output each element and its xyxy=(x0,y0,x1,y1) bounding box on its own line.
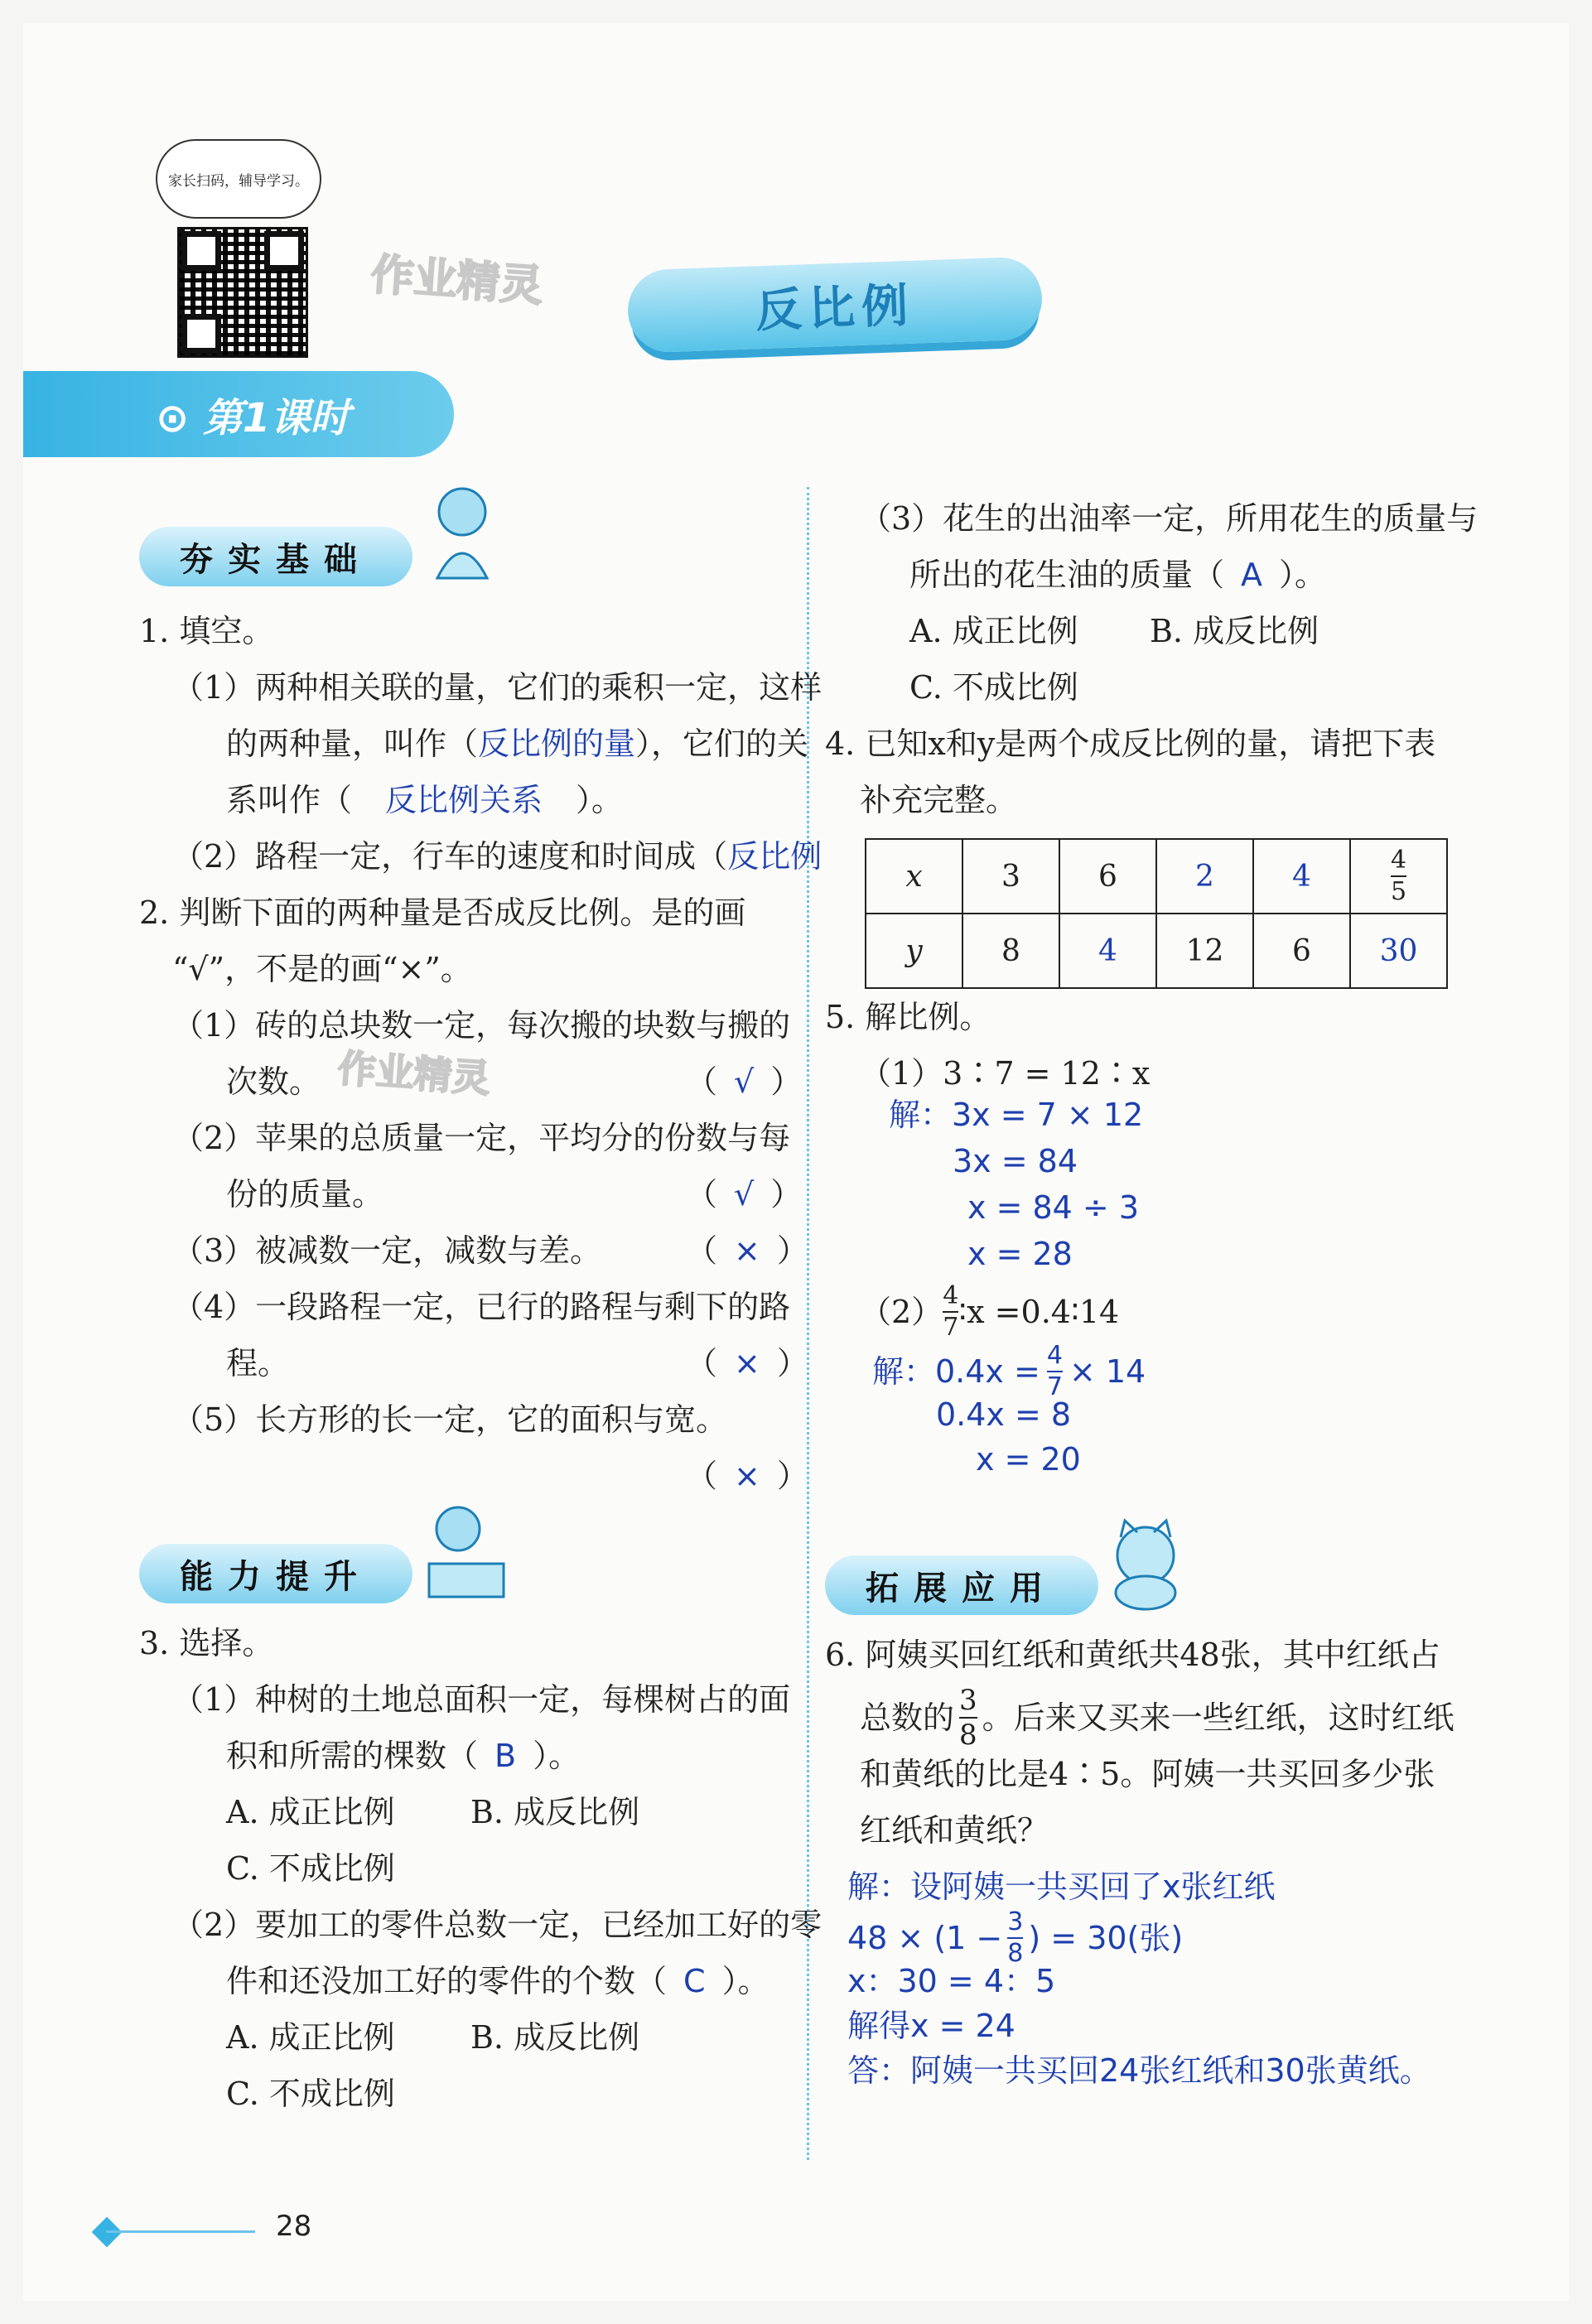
table-cell xyxy=(1350,839,1447,914)
q1-p1-line2: 的两种量，叫作（反比例的量），它们的关 xyxy=(226,726,809,762)
table-cell: 4 xyxy=(1253,839,1350,914)
table-cell: x xyxy=(866,839,962,914)
watermark: 作业精灵 xyxy=(336,1045,492,1102)
table-cell: 8 xyxy=(962,914,1059,988)
q5-p2-step2: 0.4x = 8 xyxy=(936,1396,1072,1433)
q6-step2: 48 × (1 − $\frac{3}{8}$ ) = 30(张) xyxy=(847,1907,1184,1968)
answer: 反比例关系 xyxy=(385,782,543,818)
q3-p1-optC: C. 不成比例 xyxy=(226,1850,395,1887)
fraction: $\frac{4}{7}$ xyxy=(943,1281,959,1342)
q6-step3: x：30 = 4：5 xyxy=(847,1963,1056,1999)
q3-p2-optB: B. 成反比例 xyxy=(470,2019,640,2056)
q2-i1-l1: （1）砖的总块数一定，每次搬的块数与搬的 xyxy=(172,1007,791,1044)
table-row xyxy=(866,839,1447,914)
q2-i4-l1: （4）一段路程一定，已行的路程与剩下的路 xyxy=(172,1289,791,1325)
q6-step1: 解：设阿姨一共买回了x张红纸 xyxy=(847,1868,1276,1905)
q3-p3-optC: C. 不成比例 xyxy=(909,669,1078,706)
q2-i1-l2: 次数。 xyxy=(226,1063,321,1100)
fraction: $\frac{4}{7}$ xyxy=(1046,1341,1063,1401)
table-cell: 12 xyxy=(1156,914,1253,988)
q3-p1-l2: 积和所需的棵数（ B ）。 xyxy=(226,1738,581,1774)
answer: 反比例 xyxy=(727,838,823,875)
section-ability: 能力提升 xyxy=(139,1544,412,1603)
student-writing-icon xyxy=(412,1497,512,1605)
page-number: 28 xyxy=(276,2210,312,2243)
q6-line4: 红纸和黄纸？ xyxy=(860,1812,1049,1849)
lesson-banner xyxy=(23,371,454,457)
q2-i3-l1: （3）被减数一定，减数与差。 xyxy=(172,1232,602,1269)
q3-stem: 3. 选择。 xyxy=(139,1625,274,1661)
q3-p3-l1: （3）花生的出油率一定，所用花生的质量与 xyxy=(860,500,1479,537)
q5-p1-step4: x = 28 xyxy=(967,1236,1073,1272)
q5-p1-step1: 解：3x = 7 × 12 xyxy=(889,1097,1144,1133)
q3-p3-optA: A. 成正比例 xyxy=(909,613,1078,649)
table-cell: 4 xyxy=(1059,914,1156,988)
answer: 反比例的量 xyxy=(478,726,636,762)
q2-i4-l2: 程。 xyxy=(226,1345,290,1381)
answer: B xyxy=(494,1738,517,1774)
q4-stem-1: 4. 已知x和y是两个成反比例的量，请把下表 xyxy=(825,726,1436,762)
q3-p1-optA: A. 成正比例 xyxy=(226,1794,395,1830)
q2-i2-answer: （ √ ） xyxy=(686,1176,803,1213)
q2-i1-answer: （ √ ） xyxy=(686,1063,803,1100)
student-girl-icon xyxy=(412,479,504,586)
q1-p1-line3: 系叫作（ 反比例关系 ）。 xyxy=(226,782,624,818)
watermark: 作业精灵 xyxy=(369,249,545,312)
q6-line2: 总数的 $\frac{3}{8}$ 。后来又买来一些红纸，这时红纸 xyxy=(860,1684,1455,1752)
speech-bubble: 家长扫码，辅导学习。 xyxy=(156,139,321,219)
worksheet-page xyxy=(23,23,1569,2301)
fraction: $\frac{3}{8}$ xyxy=(959,1684,977,1752)
q3-p3-optB: B. 成反比例 xyxy=(1150,613,1319,649)
q6-line3: 和黄纸的比是4∶5。阿姨一共买回多少张 xyxy=(860,1756,1435,1792)
q2-i4-answer: （ × ） xyxy=(686,1345,808,1381)
q5-stem: 5. 解比例。 xyxy=(825,999,991,1035)
section-extend: 拓展应用 xyxy=(825,1555,1098,1615)
q2-stem-1: 2. 判断下面的两种量是否成反比例。是的画 xyxy=(139,894,746,931)
q5-p2-step3: x = 20 xyxy=(976,1441,1081,1478)
fraction: $\frac{4}{5}$ xyxy=(1390,846,1407,906)
q3-p2-l2: 件和还没加工好的零件的个数（ C ）。 xyxy=(226,1963,769,1999)
q5-p1-step2: 3x = 84 xyxy=(953,1143,1078,1179)
table-cell: 30 xyxy=(1350,914,1447,988)
table-row xyxy=(866,914,1447,988)
q2-i2-l1: （2）苹果的总质量一定，平均分的份数与每 xyxy=(172,1120,791,1156)
q3-p2-optC: C. 不成比例 xyxy=(226,2076,395,2112)
q5-p2: （2） $\frac{4}{7}$ ∶x =0.4∶14 xyxy=(860,1281,1120,1342)
q2-i5-l1: （5）长方形的长一定，它的面积与宽。 xyxy=(172,1401,728,1438)
q3-p3-l2: 所出的花生油的质量（ A ）。 xyxy=(909,557,1327,593)
q3-p1-optB: B. 成反比例 xyxy=(470,1794,640,1830)
table-cell: y xyxy=(866,914,962,988)
unit-title: 反比例 xyxy=(626,256,1043,353)
q1-p2: （2）路程一定，行车的速度和时间成（反比例 xyxy=(172,838,823,875)
q2-i5-answer: （ × ） xyxy=(686,1458,808,1494)
table-cell: 6 xyxy=(1059,839,1156,914)
q1-p1-line1: （1）两种相关联的量，它们的乘积一定，这样 xyxy=(172,669,823,706)
q2-i2-l2: 份的质量。 xyxy=(226,1176,384,1213)
q6-line1: 6. 阿姨买回红纸和黄纸共48张，其中红纸占 xyxy=(825,1637,1440,1673)
answer: A xyxy=(1241,557,1263,593)
q4-stem-2: 补充完整。 xyxy=(860,782,1018,818)
q6-step4: 解得x = 24 xyxy=(847,2008,1016,2044)
table-cell: 3 xyxy=(962,839,1059,914)
q3-p2-l1: （2）要加工的零件总数一定，已经加工好的零 xyxy=(172,1907,823,1943)
q1-stem: 1. 填空。 xyxy=(139,613,274,649)
q3-p2-optA: A. 成正比例 xyxy=(226,2019,395,2056)
q2-stem-2: “√”，不是的画“×”。 xyxy=(172,951,472,987)
cat-mascot-icon xyxy=(1100,1514,1199,1613)
q2-i3-answer: （ × ） xyxy=(686,1232,808,1269)
q5-p1-step3: x = 84 ÷ 3 xyxy=(967,1189,1140,1226)
answer: C xyxy=(683,1963,706,1999)
q6-step5: 答：阿姨一共买回24张红纸和30张黄纸。 xyxy=(847,2052,1431,2089)
qr-code-icon xyxy=(177,227,308,358)
lesson-title: ⊙ 第1课时 xyxy=(156,394,350,441)
q5-p1: （1）3∶7 = 12∶x xyxy=(860,1055,1151,1092)
q3-p1-l1: （1）种树的土地总面积一定，每棵树占的面 xyxy=(172,1681,791,1718)
table-cell: 2 xyxy=(1156,839,1253,914)
fraction: $\frac{3}{8}$ xyxy=(1007,1907,1024,1968)
q4-table xyxy=(865,838,1448,989)
section-basic: 夯实基础 xyxy=(139,527,412,586)
q5-p2-step1: 解：0.4x = $\frac{4}{7}$ × 14 xyxy=(872,1341,1146,1401)
table-cell: 6 xyxy=(1253,914,1350,988)
footer-line xyxy=(106,2230,255,2233)
